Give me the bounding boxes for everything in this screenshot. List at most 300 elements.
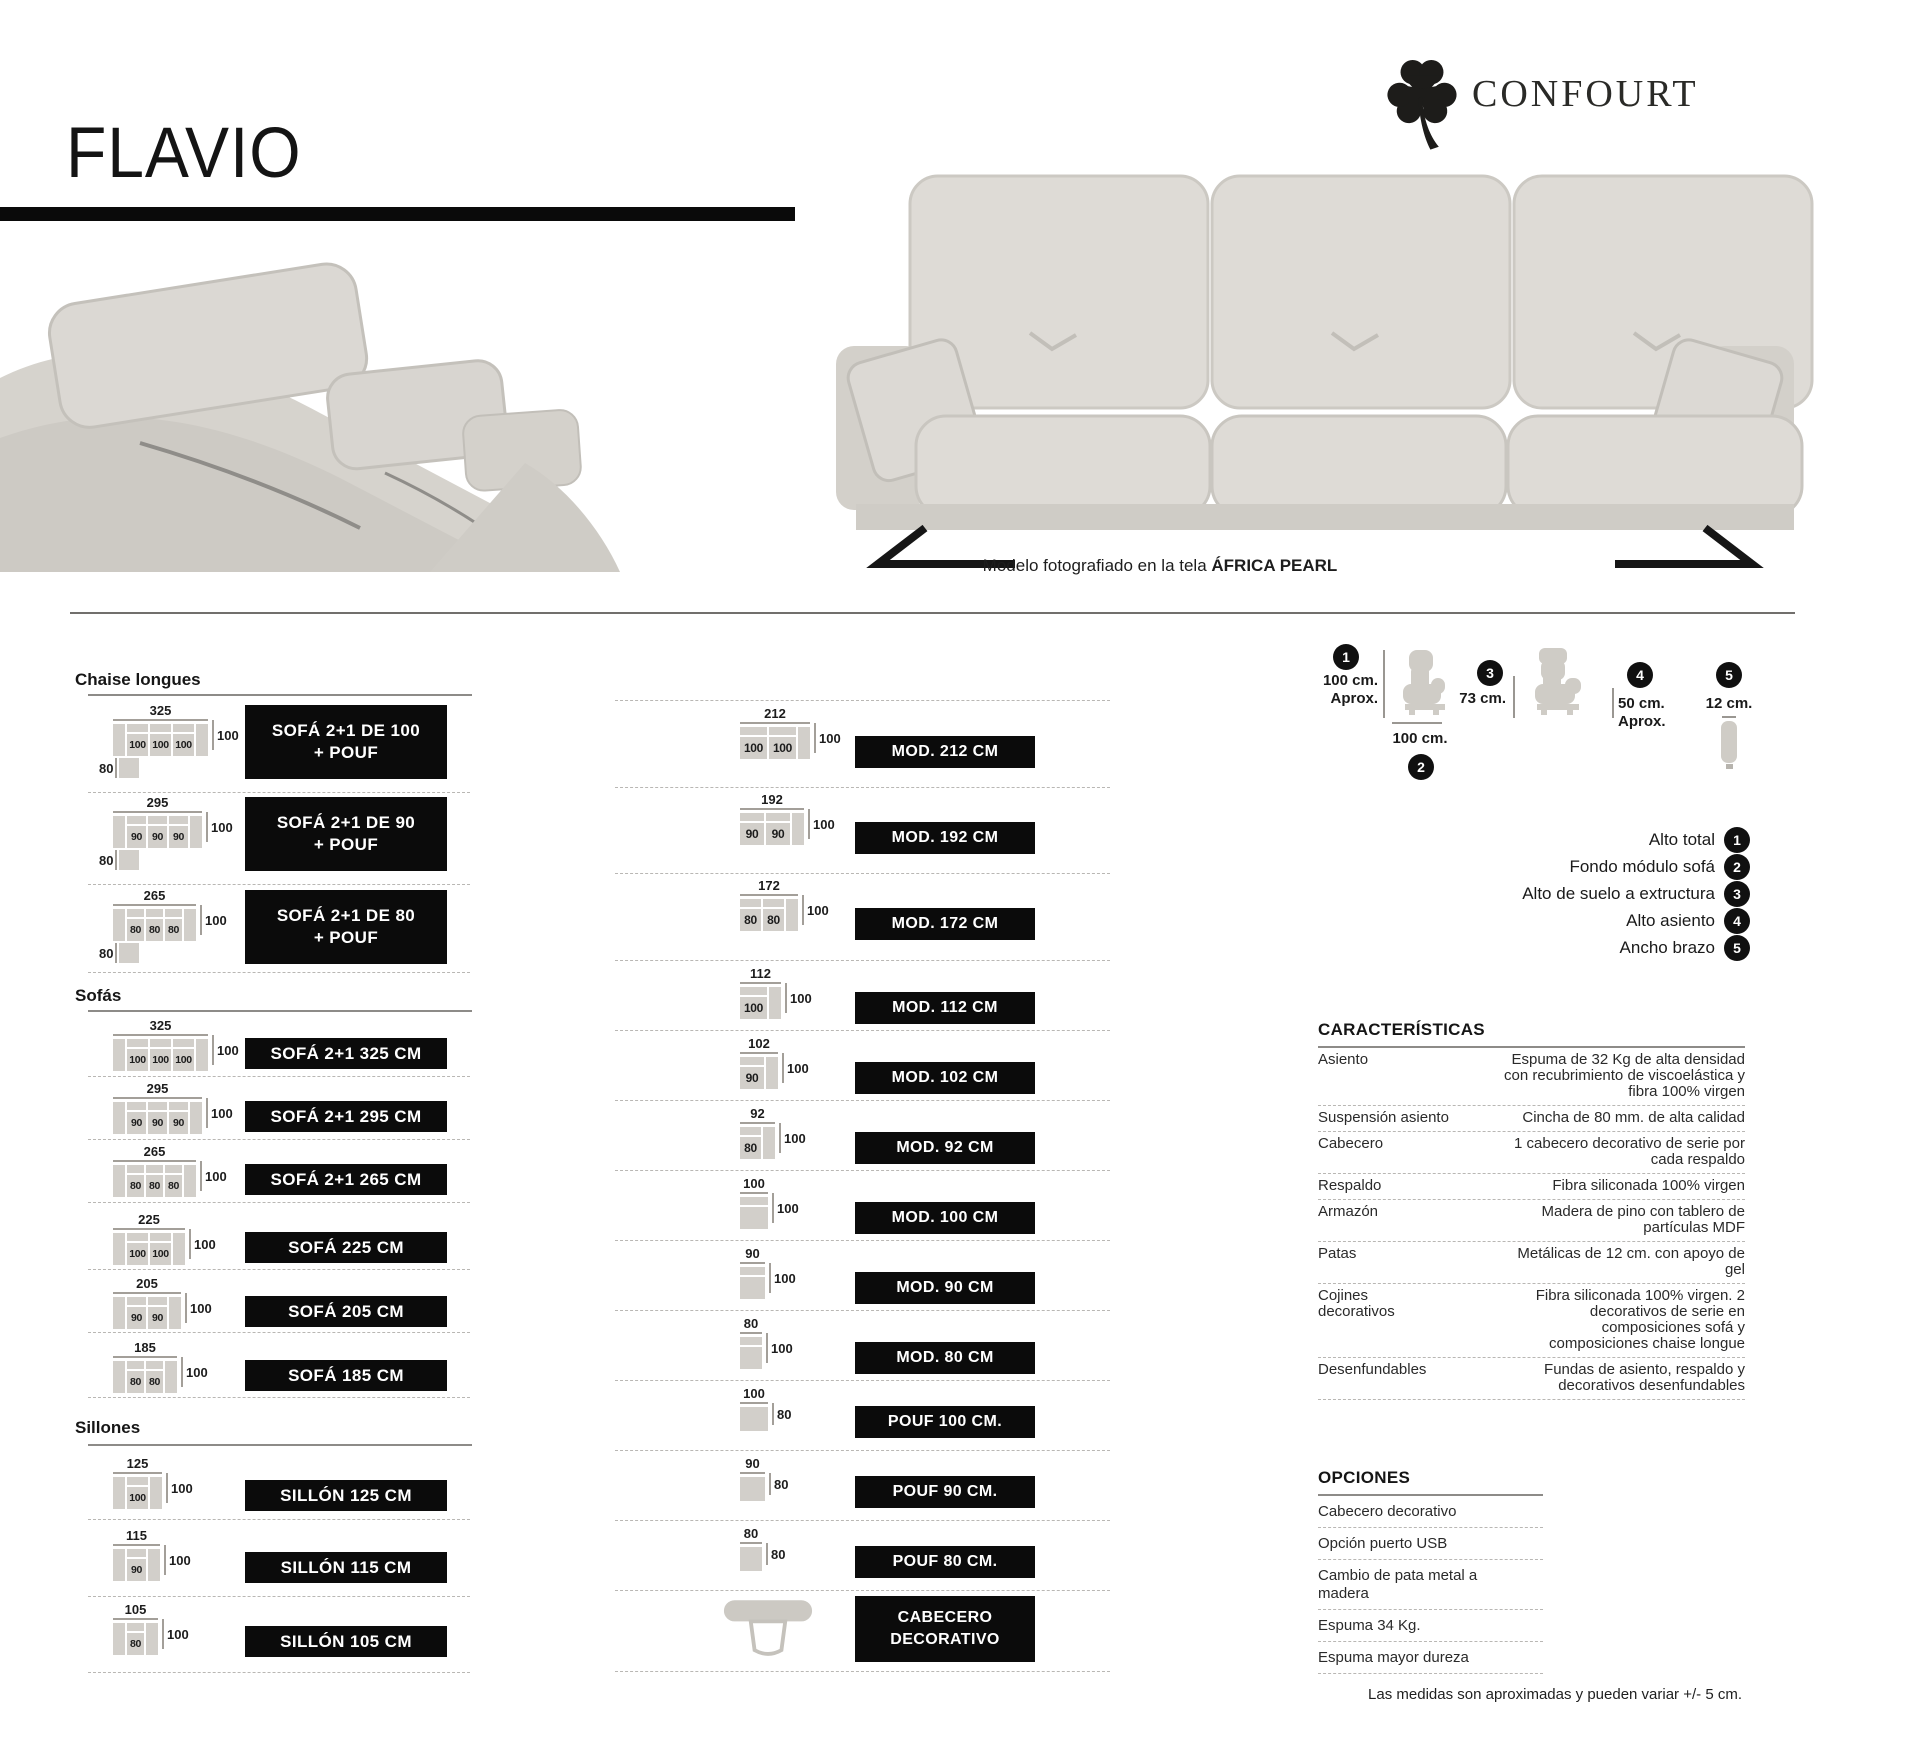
- row-separator: [615, 1450, 1110, 1451]
- width-measure: 80: [740, 1526, 762, 1544]
- backrest-strip: [127, 1102, 146, 1110]
- measure-circle-5: 5: [1716, 662, 1742, 688]
- backrest-strip: [150, 1233, 171, 1241]
- legend-circle-1: 1: [1724, 827, 1750, 853]
- backrest-strip: [740, 1197, 768, 1205]
- backrest-strip: [740, 899, 761, 907]
- depth-measure: 80: [766, 1542, 785, 1566]
- pouf-measure: 80: [99, 850, 202, 870]
- arm-foot: [1726, 764, 1733, 769]
- product-label-box: SOFÁ 2+1 265 CM: [245, 1164, 447, 1195]
- arm-front-icon: [1721, 721, 1737, 763]
- width-measure: 80: [740, 1316, 762, 1334]
- product-label-box: SOFÁ 225 CM: [245, 1232, 447, 1263]
- spec-row-sofa-225: [75, 1212, 447, 1268]
- arm-block: [113, 724, 125, 756]
- arm-block: [150, 1477, 162, 1509]
- features-title: CARACTERÍSTICAS: [1318, 1020, 1485, 1039]
- depth-measure: 100: [185, 1292, 212, 1324]
- backrest-strip: [127, 816, 146, 824]
- width-measure: 100: [740, 1386, 768, 1404]
- row-separator: [88, 1076, 470, 1077]
- backrest-strip: [165, 1165, 182, 1173]
- measure-circle-2: 2: [1408, 754, 1434, 780]
- backrest-strip: [740, 1267, 765, 1275]
- arm-block: [196, 1039, 208, 1071]
- spec-row-mod-212: [640, 706, 1110, 776]
- seat-cell: 90: [148, 1112, 167, 1134]
- backrest-strip: [740, 727, 767, 735]
- product-label-box: SILLÓN 105 CM: [245, 1626, 447, 1657]
- measure-circle-4: 4: [1627, 662, 1653, 688]
- option-item: Espuma mayor dureza: [1318, 1642, 1543, 1674]
- width-measure: 172: [740, 878, 798, 896]
- seat-cell: 100: [127, 734, 148, 756]
- legend-item: Alto total 1: [1430, 826, 1750, 853]
- product-label-box: SOFÁ 2+1 DE 80 + POUF: [245, 890, 447, 964]
- seat-cell: 80: [146, 919, 163, 941]
- spec-row-sofa-295: [75, 1081, 447, 1137]
- spec-row-mod-172: [640, 878, 1110, 948]
- title-rule: [0, 207, 795, 221]
- seat-cell: 80: [146, 1175, 163, 1197]
- backrest-strip: [127, 1549, 146, 1557]
- cabecero-icon: [722, 1598, 814, 1662]
- depth-measure: 80: [769, 1472, 788, 1496]
- backrest-strip: [740, 1337, 762, 1345]
- feature-value: Fibra siliconada 100% virgen. 2 decorativos de serie en composiciones sofá y composiciones chaise longue: [1535, 1287, 1745, 1352]
- product-label-box: SOFÁ 185 CM: [245, 1360, 447, 1391]
- features-table: [1318, 1020, 1745, 1400]
- backrest-strip: [740, 1057, 764, 1065]
- product-label-box: MOD. 92 CM: [855, 1132, 1035, 1164]
- measure-label-4: 50 cm. Aprox.: [1618, 695, 1666, 730]
- measure-circle-1: 1: [1333, 644, 1359, 670]
- arm-block: [196, 724, 208, 756]
- spec-row-sillon-115: [75, 1528, 447, 1588]
- pouf-square: [119, 758, 139, 778]
- feature-row: [1318, 1132, 1745, 1174]
- backrest-strip: [169, 816, 188, 824]
- depth-measure: 100: [772, 1192, 799, 1224]
- product-label-box: MOD. 212 CM: [855, 736, 1035, 768]
- row-separator: [615, 1590, 1110, 1591]
- feature-row: [1318, 1242, 1745, 1284]
- product-label-box: MOD. 172 CM: [855, 908, 1035, 940]
- arm-block: [786, 899, 798, 931]
- arm-block: [766, 1057, 778, 1089]
- arm-block: [113, 1165, 125, 1197]
- seat-cell: 100: [740, 997, 767, 1019]
- arm-block: [184, 909, 196, 941]
- seat-cell: 90: [740, 1067, 764, 1089]
- row-separator: [615, 1030, 1110, 1031]
- arm-block: [113, 1477, 125, 1509]
- backrest-strip: [146, 1361, 163, 1369]
- feature-label: Desenfundables: [1318, 1361, 1427, 1378]
- width-measure: 225: [113, 1212, 185, 1230]
- feature-label: Asiento: [1318, 1051, 1369, 1068]
- arm-block: [113, 1549, 125, 1581]
- width-measure: 295: [113, 1081, 202, 1099]
- depth-measure: 100: [206, 1097, 233, 1129]
- depth-measure: 100: [808, 808, 835, 840]
- caption-text: Modelo fotografiado en la tela: [982, 556, 1212, 575]
- row-separator: [88, 1519, 470, 1520]
- width-measure: 105: [113, 1602, 158, 1620]
- seat-cell: 100: [127, 1487, 148, 1509]
- backrest-strip: [740, 813, 764, 821]
- sofa-photo-full: [760, 148, 1870, 568]
- spec-row-sillon-105: [75, 1602, 447, 1662]
- measure-label-5: 12 cm.: [1705, 695, 1753, 712]
- measure-label-3: 73 cm.: [1459, 690, 1506, 707]
- legend-item: Fondo módulo sofá 2: [1430, 853, 1750, 880]
- depth-measure: 100: [766, 1332, 793, 1364]
- feature-row: [1318, 1200, 1745, 1242]
- seat-cell: 90: [766, 823, 790, 845]
- product-label-box: MOD. 100 CM: [855, 1202, 1035, 1234]
- spec-row-mod-102: [640, 1036, 1110, 1098]
- spec-row-pouf-100: [640, 1386, 1110, 1446]
- width-measure: 325: [113, 1018, 208, 1036]
- product-label-box: MOD. 192 CM: [855, 822, 1035, 854]
- measure-line: [1513, 676, 1515, 718]
- feature-value: Fundas de asiento, respaldo y decorativos desenfundables: [1544, 1361, 1745, 1394]
- seat-cell: [740, 1347, 762, 1369]
- arm-block: [113, 1623, 125, 1655]
- backrest-strip: [127, 724, 148, 732]
- seat-cell: 100: [127, 1243, 148, 1265]
- legend-item: Ancho brazo 5: [1430, 934, 1750, 961]
- row-separator: [615, 1520, 1110, 1521]
- arm-block: [173, 1233, 185, 1265]
- depth-measure: 100: [166, 1472, 193, 1504]
- spec-row-mod-112: [640, 966, 1110, 1028]
- product-label-box: POUF 100 CM.: [855, 1406, 1035, 1438]
- width-measure: 265: [113, 1144, 196, 1162]
- spec-row-mod-192: [640, 792, 1110, 862]
- legend-circle-3: 3: [1724, 881, 1750, 907]
- seat-cell: 80: [127, 1175, 144, 1197]
- spec-row-sofa-325: [75, 1018, 447, 1074]
- backrest-strip: [165, 909, 182, 917]
- width-measure: 115: [113, 1528, 160, 1546]
- backrest-strip: [763, 899, 784, 907]
- backrest-strip: [150, 724, 171, 732]
- option-item: Espuma 34 Kg.: [1318, 1610, 1543, 1642]
- width-measure: 90: [740, 1456, 765, 1474]
- row-separator: [88, 1139, 470, 1140]
- row-separator: [615, 1380, 1110, 1381]
- backrest-strip: [127, 909, 144, 917]
- seat-cell: 90: [148, 826, 167, 848]
- row-separator: [88, 1332, 470, 1333]
- arm-block: [769, 987, 781, 1019]
- depth-measure: 100: [206, 811, 233, 843]
- arm-block: [113, 1233, 125, 1265]
- spec-row-pouf-80: [640, 1526, 1110, 1586]
- depth-measure: 100: [212, 719, 239, 751]
- seat-cell: 80: [740, 909, 761, 931]
- seat-cell: 90: [169, 826, 188, 848]
- depth-measure: 100: [769, 1262, 796, 1294]
- seat-cell: 90: [169, 1112, 188, 1134]
- legend-item: Alto asiento 4: [1430, 907, 1750, 934]
- depth-measure: 100: [779, 1122, 806, 1154]
- seat-cell: 100: [150, 1243, 171, 1265]
- row-separator: [88, 1269, 470, 1270]
- arm-block: [763, 1127, 775, 1159]
- option-item: Opción puerto USB: [1318, 1528, 1543, 1560]
- option-item: Cambio de pata metal a madera: [1318, 1560, 1543, 1610]
- width-measure: 265: [113, 888, 196, 906]
- feature-value: 1 cabecero decorativo de serie por cada respaldo: [1514, 1135, 1745, 1168]
- depth-measure: 100: [802, 894, 829, 926]
- legend-item: Alto de suelo a extructura 3: [1430, 880, 1750, 907]
- seat-cell: 80: [165, 919, 182, 941]
- arm-block: [113, 1102, 125, 1134]
- backrest-strip: [173, 724, 194, 732]
- row-separator: [88, 972, 470, 973]
- row-separator: [88, 1596, 470, 1597]
- feature-label: Patas: [1318, 1245, 1357, 1262]
- depth-measure: 100: [181, 1356, 208, 1388]
- page-rule: [70, 612, 1795, 614]
- spec-row-chaise-265: [75, 888, 447, 976]
- measure-line: [1612, 688, 1614, 718]
- seat-cell: 90: [148, 1307, 167, 1329]
- backrest-strip: [127, 1165, 144, 1173]
- feature-row: [1318, 1174, 1745, 1200]
- product-label-box: SOFÁ 205 CM: [245, 1296, 447, 1327]
- depth-measure: 100: [782, 1052, 809, 1084]
- section-header-sofas: Sofás: [75, 986, 122, 1005]
- product-label-box: MOD. 112 CM: [855, 992, 1035, 1024]
- feature-row: [1318, 1106, 1745, 1132]
- arm-block: [113, 1361, 125, 1393]
- backrest-strip: [127, 1233, 148, 1241]
- backrest-strip: [127, 1623, 144, 1631]
- seat-cell: 100: [769, 737, 796, 759]
- seat-cell: 80: [165, 1175, 182, 1197]
- legend-circle-5: 5: [1724, 935, 1750, 961]
- fabric-name: ÁFRICA PEARL: [1211, 556, 1338, 575]
- section-rule: [88, 694, 472, 696]
- feature-label: Suspensión asiento: [1318, 1109, 1449, 1126]
- feature-label: Armazón: [1318, 1203, 1379, 1220]
- backrest-strip: [148, 1297, 167, 1305]
- arm-block: [184, 1165, 196, 1197]
- seat-cell: 80: [740, 1137, 761, 1159]
- options-list: [1318, 1468, 1543, 1674]
- width-measure: 92: [740, 1106, 775, 1124]
- pouf-square: [119, 943, 139, 963]
- spec-row-sofa-205: [75, 1276, 447, 1332]
- row-separator: [88, 1672, 470, 1673]
- pouf-square: [740, 1407, 768, 1431]
- spec-row-chaise-325: [75, 703, 447, 791]
- legend-circle-2: 2: [1724, 854, 1750, 880]
- depth-measure: 100: [814, 722, 841, 754]
- backrest-strip: [740, 987, 767, 995]
- feature-value: Madera de pino con tablero de partículas MDF: [1541, 1203, 1745, 1236]
- backrest-strip: [740, 1127, 761, 1135]
- feature-value: Metálicas de 12 cm. con apoyo de gel: [1517, 1245, 1745, 1278]
- arm-block: [146, 1623, 158, 1655]
- row-separator: [615, 960, 1110, 961]
- spec-row-mod-90: [640, 1246, 1110, 1308]
- arm-block: [113, 816, 125, 848]
- shamrock-icon: [1380, 50, 1464, 154]
- spec-row-sillon-125: [75, 1456, 447, 1516]
- pouf-measure: 80: [99, 943, 196, 963]
- spec-row-mod-92: [640, 1106, 1110, 1168]
- backrest-strip: [169, 1102, 188, 1110]
- width-measure: 90: [740, 1246, 765, 1264]
- measure-label-1: 100 cm. Aprox.: [1322, 672, 1378, 707]
- width-measure: 295: [113, 795, 202, 813]
- width-measure: 185: [113, 1340, 177, 1358]
- armchair-side-icon: [1519, 648, 1589, 718]
- backrest-strip: [769, 727, 796, 735]
- spec-row-sofa-185: [75, 1340, 447, 1396]
- arm-block: [148, 1549, 160, 1581]
- feature-value: Cincha de 80 mm. de alta calidad: [1522, 1109, 1745, 1126]
- row-separator: [615, 787, 1110, 788]
- backrest-strip: [127, 1361, 144, 1369]
- seat-cell: 80: [127, 1633, 144, 1655]
- backrest-strip: [127, 1297, 146, 1305]
- width-measure: 325: [113, 703, 208, 721]
- seat-cell: 90: [127, 1112, 146, 1134]
- row-separator: [615, 1170, 1110, 1171]
- seat-cell: [740, 1207, 768, 1229]
- backrest-strip: [146, 909, 163, 917]
- row-separator: [615, 1240, 1110, 1241]
- backrest-strip: [127, 1039, 148, 1047]
- arm-block: [165, 1361, 177, 1393]
- pouf-measure: 80: [99, 758, 208, 778]
- row-separator: [615, 1310, 1110, 1311]
- measure-legend: [1430, 826, 1750, 961]
- seat-cell: 80: [763, 909, 784, 931]
- feature-label: Cojines decorativos: [1318, 1287, 1395, 1320]
- options-title: OPCIONES: [1318, 1468, 1411, 1487]
- measure-line: [1383, 650, 1385, 718]
- product-label-box: MOD. 80 CM: [855, 1342, 1035, 1374]
- row-separator: [615, 700, 1110, 701]
- feature-value: Espuma de 32 Kg de alta densidad con recubrimiento de viscoelástica y fibra 100% virgen: [1504, 1051, 1745, 1100]
- seat-cell: 100: [150, 734, 171, 756]
- backrest-strip: [146, 1165, 163, 1173]
- row-separator: [88, 1202, 470, 1203]
- width-measure: 205: [113, 1276, 181, 1294]
- depth-measure: 100: [189, 1228, 216, 1260]
- arm-block: [190, 1102, 202, 1134]
- seat-cell: 90: [127, 826, 146, 848]
- depth-measure: 100: [164, 1544, 191, 1576]
- feature-label: Respaldo: [1318, 1177, 1382, 1194]
- width-measure: 212: [740, 706, 810, 724]
- row-separator: [88, 1397, 470, 1398]
- seat-cell: 80: [127, 1371, 144, 1393]
- backrest-strip: [148, 1102, 167, 1110]
- depth-measure: 100: [785, 982, 812, 1014]
- arm-block: [798, 727, 810, 759]
- seat-cell: [740, 1277, 765, 1299]
- arm-block: [190, 816, 202, 848]
- arm-block: [113, 909, 125, 941]
- pouf-square: [740, 1477, 765, 1501]
- width-measure: 112: [740, 966, 781, 984]
- seat-cell: 100: [173, 734, 194, 756]
- seat-cell: 80: [127, 919, 144, 941]
- product-label-box: MOD. 102 CM: [855, 1062, 1035, 1094]
- arm-block: [113, 1039, 125, 1071]
- product-label-box: POUF 80 CM.: [855, 1546, 1035, 1578]
- product-label-box: SOFÁ 2+1 325 CM: [245, 1038, 447, 1069]
- section-header-chaise: Chaise longues: [75, 670, 201, 689]
- depth-measure: 100: [162, 1618, 189, 1650]
- seat-cell: 90: [127, 1307, 146, 1329]
- feature-label: Cabecero: [1318, 1135, 1384, 1152]
- row-separator: [88, 884, 470, 885]
- section-rule: [88, 1010, 472, 1012]
- measure-line: [1392, 722, 1442, 724]
- backrest-strip: [766, 813, 790, 821]
- section-rule: [88, 1444, 472, 1446]
- spec-row-pouf-90: [640, 1456, 1110, 1516]
- feature-row: [1318, 1358, 1745, 1400]
- product-label-box: SOFÁ 2+1 295 CM: [245, 1101, 447, 1132]
- seat-cell: 100: [127, 1049, 148, 1071]
- backrest-strip: [127, 1477, 148, 1485]
- section-header-sillones: Sillones: [75, 1418, 141, 1437]
- seat-cell: 100: [173, 1049, 194, 1071]
- seat-cell: 90: [127, 1559, 146, 1581]
- depth-measure: 100: [212, 1034, 239, 1066]
- arm-block: [792, 813, 804, 845]
- row-separator: [88, 792, 470, 793]
- seat-cell: 80: [146, 1371, 163, 1393]
- product-label-box: MOD. 90 CM: [855, 1272, 1035, 1304]
- depth-measure: 80: [772, 1402, 791, 1426]
- footer-note: Las medidas son aproximadas y pueden variar +/- 5 cm.: [1368, 1686, 1742, 1703]
- photo-caption: [900, 556, 1420, 576]
- backrest-strip: [150, 1039, 171, 1047]
- measure-circle-3: 3: [1477, 660, 1503, 686]
- depth-measure: 100: [200, 1160, 227, 1192]
- spec-row-cabecero: [640, 1596, 1110, 1666]
- width-measure: 192: [740, 792, 804, 810]
- brand-name: CONFOURT: [1472, 73, 1699, 115]
- depth-measure: 100: [200, 904, 227, 936]
- feature-row: [1318, 1048, 1745, 1106]
- width-measure: 125: [113, 1456, 162, 1474]
- page-title: FLAVIO: [66, 114, 302, 193]
- product-label-box: POUF 90 CM.: [855, 1476, 1035, 1508]
- pouf-square: [119, 850, 139, 870]
- seat-cell: 90: [740, 823, 764, 845]
- product-label-box: SILLÓN 115 CM: [245, 1552, 447, 1583]
- spec-row-mod-80: [640, 1316, 1110, 1378]
- measure-label-2: 100 cm.: [1392, 730, 1448, 747]
- arm-block: [169, 1297, 181, 1329]
- feature-row: [1318, 1284, 1745, 1358]
- measure-line: [1722, 716, 1736, 718]
- backrest-strip: [173, 1039, 194, 1047]
